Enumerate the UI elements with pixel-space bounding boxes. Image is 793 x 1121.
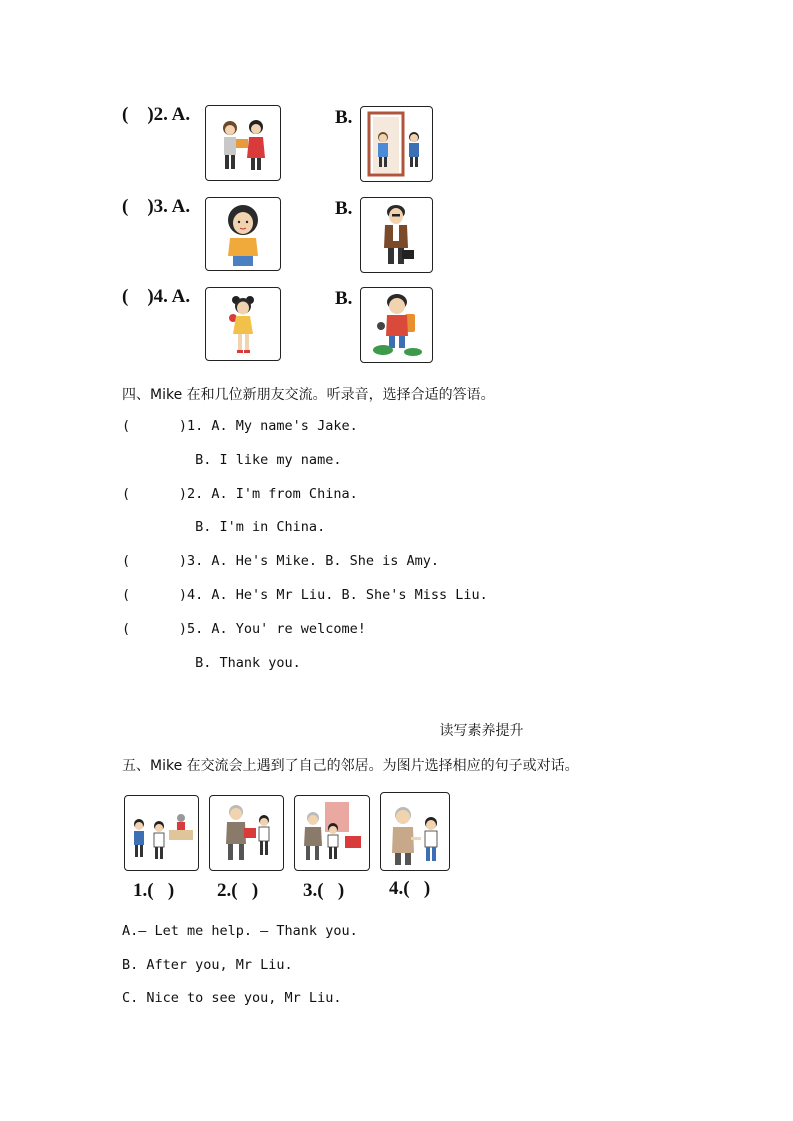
handshake-scene-illustration (381, 793, 449, 870)
scene-picture-3[interactable] (294, 795, 370, 871)
old-man-and-boy-illustration (210, 796, 283, 870)
picture-answer-slot: 4.( ) (389, 878, 431, 899)
boy-backpack-illustration (361, 288, 432, 362)
question-prefix: ( )3. A. (122, 196, 191, 217)
doorway-scene-illustration (295, 796, 369, 870)
question-prefix: ( )2. A. (122, 104, 191, 125)
door-children-illustration (361, 107, 432, 181)
scene-picture-2[interactable] (209, 795, 284, 871)
section-header: 读写素养提升 (439, 723, 524, 739)
listening-line: ( )3. A. He's Mike. B. She is Amy. (122, 553, 439, 569)
picture-option-b[interactable] (360, 106, 433, 182)
listening-line: ( )1. A. My name's Jake. (122, 418, 358, 434)
picture-answer-slot: 2.( ) (217, 880, 259, 901)
sentence-option: C. Nice to see you, Mr Liu. (122, 990, 342, 1006)
people-gift-illustration (206, 106, 280, 180)
listening-line: ( )2. A. I'm from China. (122, 486, 358, 502)
picture-option-b[interactable] (360, 197, 433, 273)
picture-answer-slot: 1.( ) (133, 880, 175, 901)
listening-line: ( )5. A. You' re welcome! (122, 621, 366, 637)
picture-option-a[interactable] (205, 197, 281, 271)
man-briefcase-illustration (361, 198, 432, 272)
girl-apple-illustration (206, 288, 280, 360)
picture-option-a[interactable] (205, 105, 281, 181)
picture-option-a[interactable] (205, 287, 281, 361)
option-b-label: B. (335, 198, 353, 219)
question-prefix: ( )4. A. (122, 286, 191, 307)
listening-line: B. Thank you. (122, 655, 301, 671)
listening-line: B. I'm in China. (122, 519, 326, 535)
section-5-title: 五、Mike 在交流会上遇到了自己的邻居。为图片选择相应的句子或对话。 (122, 758, 579, 774)
sentence-option: A.— Let me help. — Thank you. (122, 923, 358, 939)
scene-picture-4[interactable] (380, 792, 450, 871)
sentence-option: B. After you, Mr Liu. (122, 957, 293, 973)
woman-portrait-illustration (206, 198, 280, 270)
classroom-scene-illustration (125, 796, 198, 870)
picture-option-b[interactable] (360, 287, 433, 363)
option-b-label: B. (335, 107, 353, 128)
scene-picture-1[interactable] (124, 795, 199, 871)
option-b-label: B. (335, 288, 353, 309)
section-4-title: 四、Mike 在和几位新朋友交流。听录音，选择合适的答语。 (122, 387, 495, 403)
listening-line: ( )4. A. He's Mr Liu. B. She's Miss Liu. (122, 587, 488, 603)
listening-line: B. I like my name. (122, 452, 342, 468)
picture-answer-slot: 3.( ) (303, 880, 345, 901)
